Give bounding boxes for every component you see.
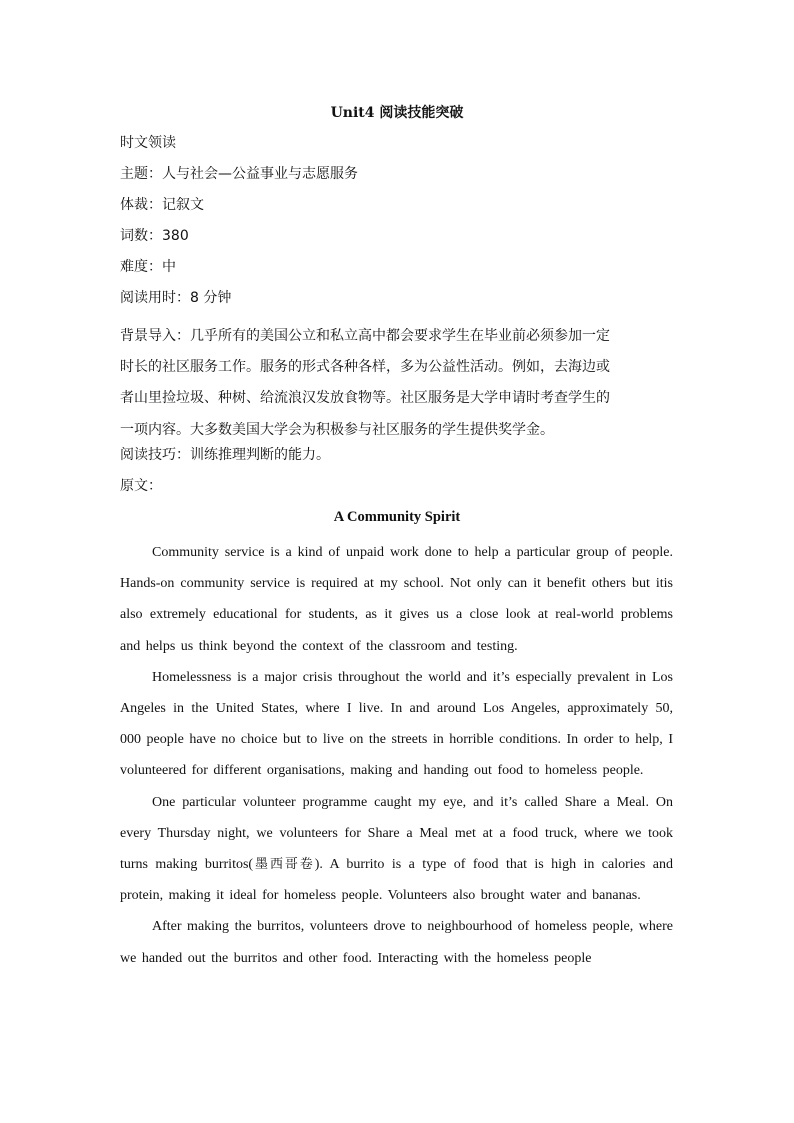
background-line: 背景导入：几乎所有的美国公立和私立高中都会要求学生在毕业前必须参加一定 [120,328,610,344]
difficulty-line: 难度：中 [120,259,176,275]
article-paragraph: Community service is a kind of unpaid work done to help a particular group of people. Hands-on community service is required at my school. Not only can it benefit others but itis also extremely educational for students, as it gives us a close look at real-world problems and helps us think beyond the context of the classroom and testing. [120,545,673,654]
original-text-label: 原文： [120,478,162,494]
section-label: 时文领读 [120,135,176,151]
reading-skill-line: 阅读技巧：训练推理判断的能力。 [120,447,330,463]
background-line: 者山里捡垃圾、种树、给流浪汉发放食物等。社区服务是大学申请时考查学生的 [120,390,610,407]
article-paragraph: Homelessness is a major crisis throughout the world and it’s especially prevalent in Los Angeles in the United States, where I live. In and around Los Angeles, approximately 50, 000 people have no choice but to live on the streets in horrible conditions. In order to help, I volunteered for different organisations, making and handing out food to homeless people. [120,669,673,779]
theme-line: 主题：人与社会—公益事业与志愿服务 [120,166,358,182]
paragraph-text: ). A burrito is a type of food that is high in calories and protein, making it ideal for homeless people. Volunteers also brought water and bananas. [120,857,673,904]
word-count-line: 词数：380 [120,228,189,244]
paragraph-text: One particular volunteer programme caught my eye, and it’s called Share a Meal. On every Thursday night, we volunteers for Share a Meal met at a food truck, where we took turns making burritos( [120,794,673,873]
article-paragraph: After making the burritos, volunteers drove to neighbourhood of homeless people, where we handed out the burritos and other food. Interacting with the homeless people [120,919,673,966]
background-line: 时长的社区服务工作。服务的形式各种各样，多为公益性活动。例如，去海边或 [120,359,610,376]
chinese-gloss: 墨西哥卷 [253,857,315,873]
unit-title: Unit4 阅读技能突破 [330,105,464,121]
background-line: 一项内容。大多数美国大学会为积极参与社区服务的学生提供奖学金。 [120,421,554,438]
article-body [120,537,673,974]
reading-time-line: 阅读用时：8 分钟 [120,290,232,306]
genre-line: 体裁：记叙文 [120,197,204,213]
background-intro [120,321,676,446]
article-title: A Community Spirit [333,509,461,525]
article-paragraph [120,787,673,912]
